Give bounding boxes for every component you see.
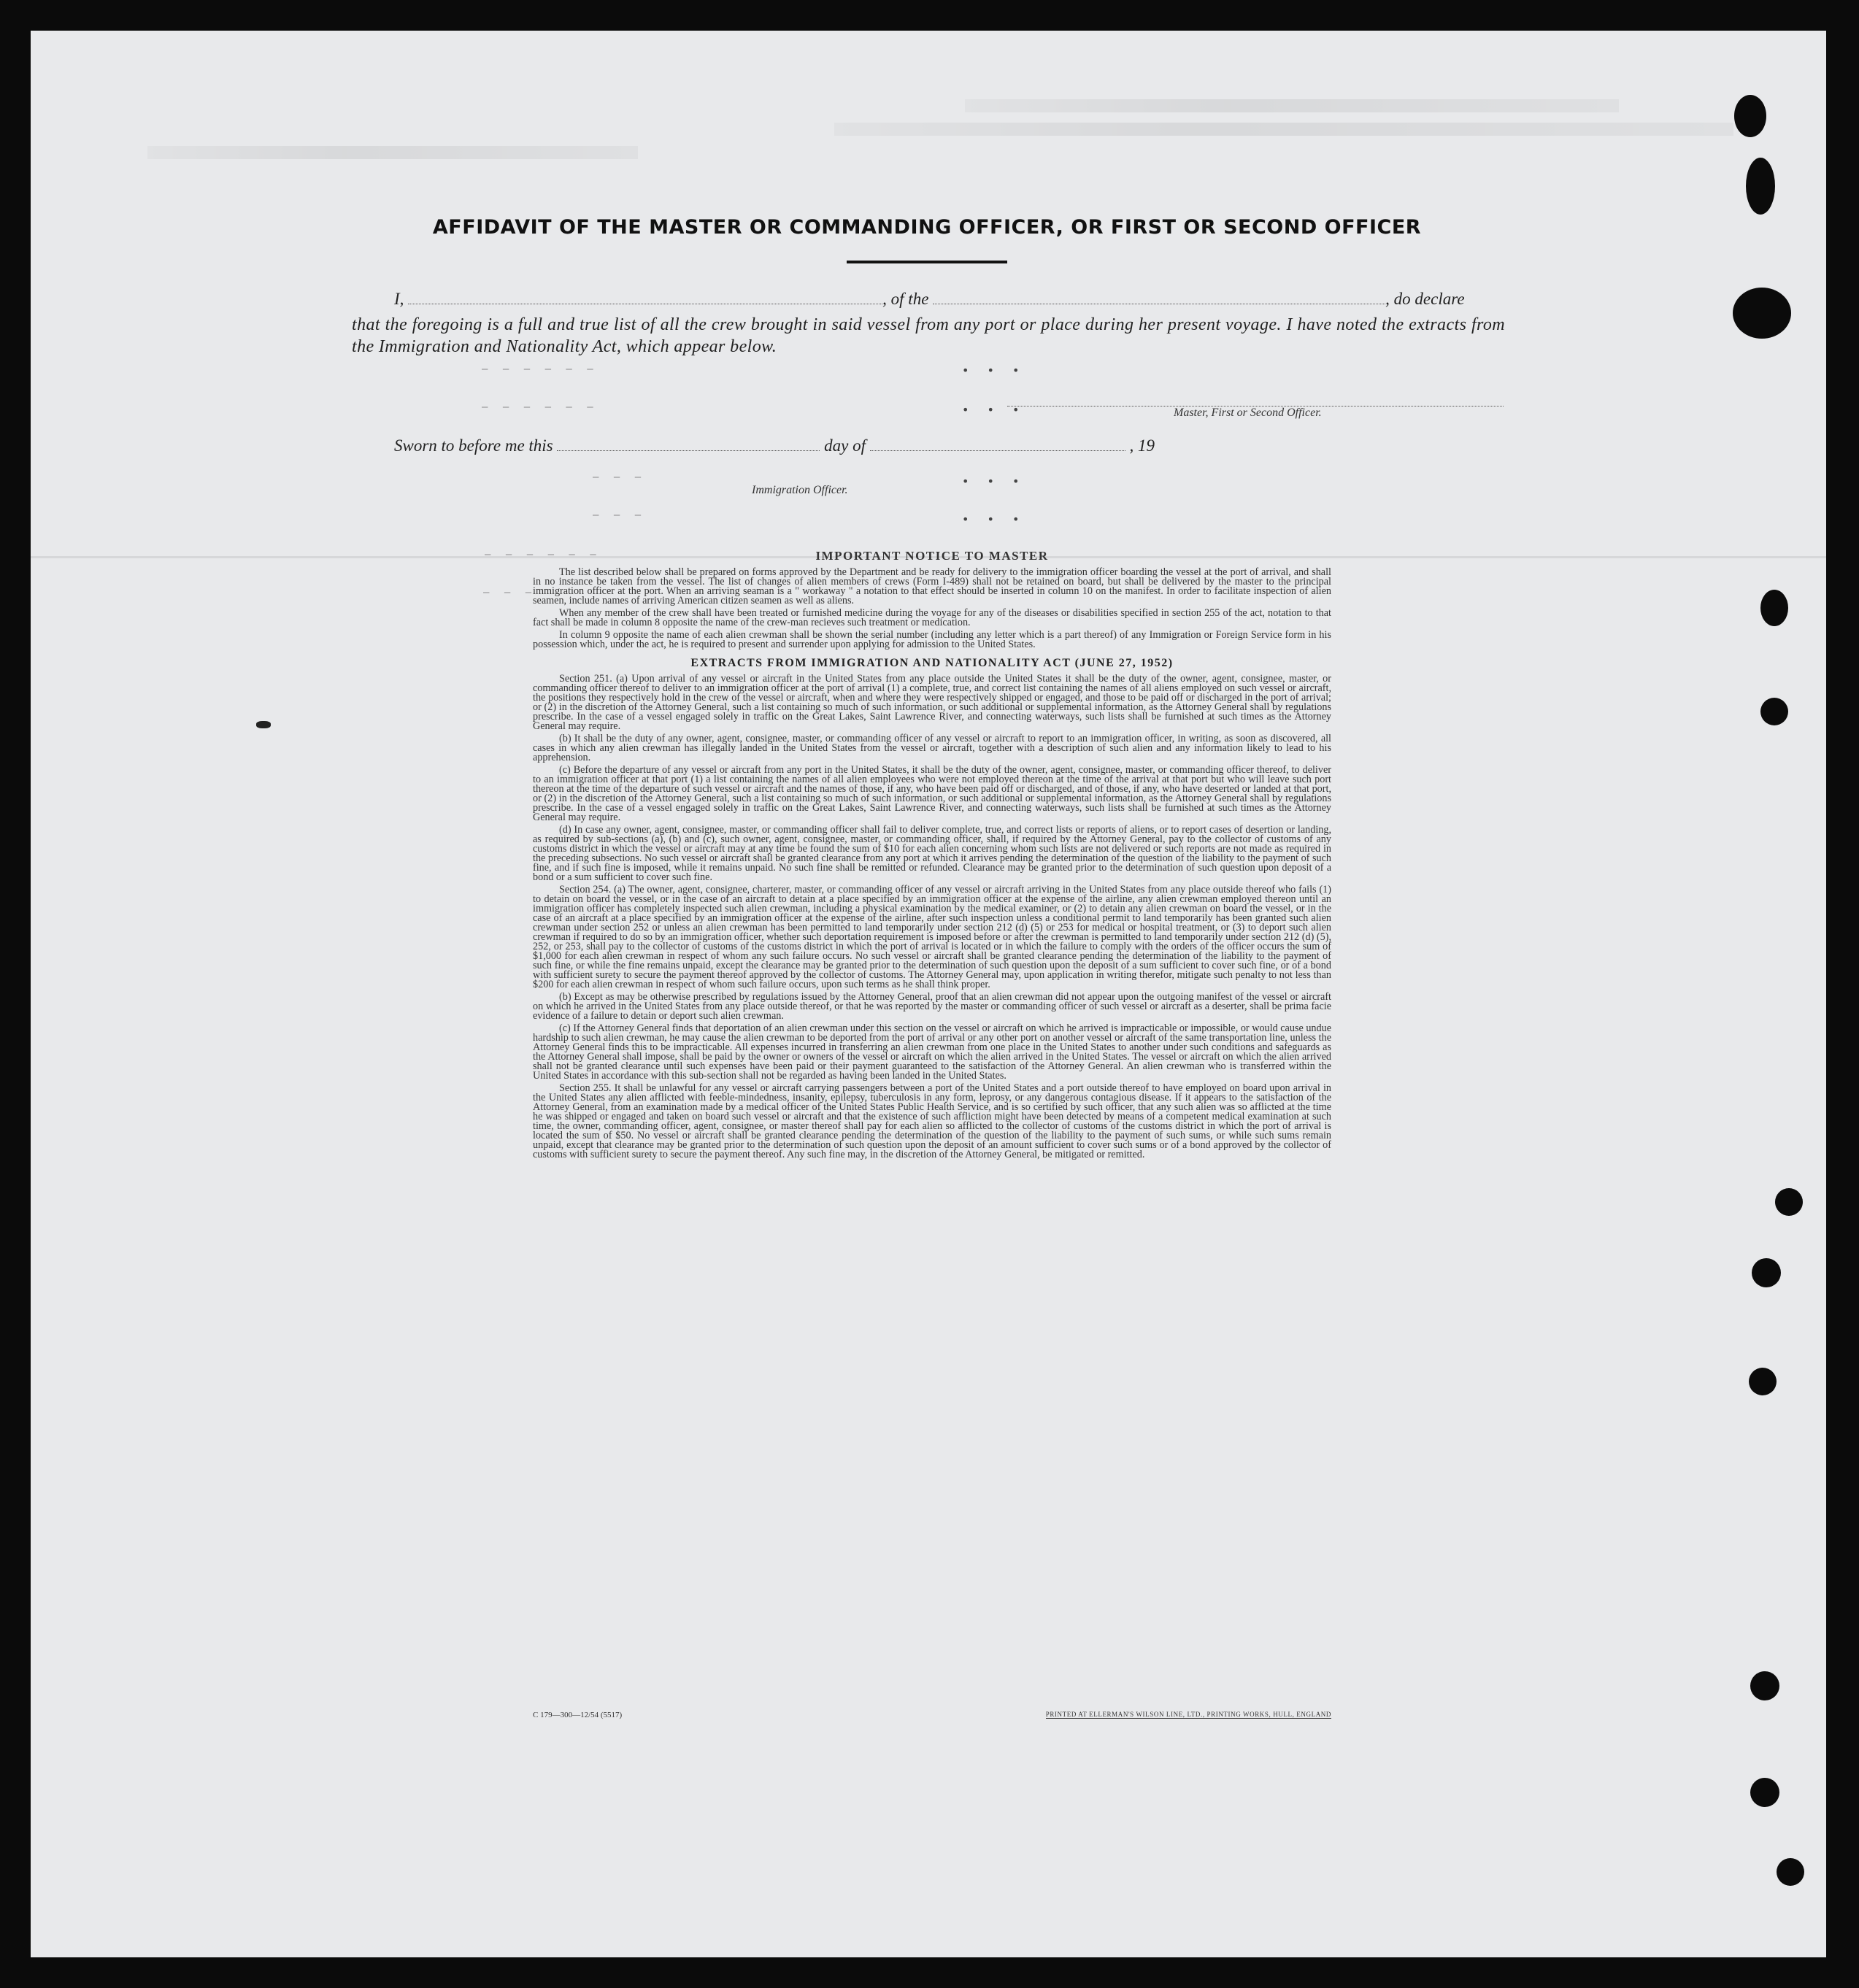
extract-paragraph: Section 254. (a) The owner, agent, consignee, charterer, master, or commanding officer of any vessel or aircraft arriving in the United States from any place outside thereof who fails (1) to detain on board the vessel, or in the case of an aircraft to detain at a place specified by an immigration officer at the expense of the airline, any alien crewman employed thereon until an immigration officer has completely inspected such alien crewman, including a physical examination by the medical examiner, or (2) to detain any alien crewman on board the vessel, or in the case of an aircraft at a place specified by an immigration officer at the expense of the airline, after such inspection unless a conditional permit to land temporarily has been granted such alien crewman under section 252 or unless an alien crewman has been permitted to land temporarily under section 212 (d) (5) or 253 for medical or hospital treatment, or (3) to deport such alien crewman if required to do so by an immigration officer, whether such deportation requirement is imposed before or after the crewman is permitted to land temporarily under section 212 (d) (5), 252, or 253, shall pay to the collector of customs of the customs district in which the port of arrival is located or in which the failure to comply with the orders of the officer occurs the sum of $1,000 for each alien crewman in respect of whom any such failure occurs. No such vessel or aircraft shall be granted clearance pending the determination of the liability to the payment of such fine, or while the fine remains unpaid, except the clearance may be granted prior to the determination of such question upon the deposit of a sum sufficient to cover such fine, or of a bond with sufficient surety to secure the payment thereof approved by the collector of customs. The Attorney General may, upon application in writing therefor, mitigate such penalty to not less than $200 for each alien crewman in respect of whom such failure occurs, upon such terms as he shall think proper.	[533, 884, 1331, 990]
day-of-label: day of	[824, 436, 866, 455]
bleed-through-text	[147, 89, 1782, 220]
extract-paragraph: Section 255. It shall be unlawful for any vessel or aircraft carrying passengers between a port of the United States and a port outside thereof to have employed on board upon arrival in the United States any alien afflicted with feeble-mindedness, insanity, epilepsy, tuberculosis in any form, leprosy, or any dangerous contagious disease. If it appears to the satisfaction of the Attorney General, from an examination made by a medical officer of the United States Public Health Service, and is so certified by such officer, that any such alien was so afflicted at the time he was shipped or engaged and taken on board such vessel or aircraft and that the existence of such affliction might have been detected by means of a competent medical examination at such time, the owner, commanding officer, agent, consignee, or master thereof shall pay for each alien so afflicted to the collector of customs of the customs district in which the port of arrival is located the sum of $50. No vessel or aircraft shall be granted clearance pending the determination of the question of the liability to the payment of such sums, or while such sums remain unpaid, except that clearance may be granted prior to the determination of such question upon the deposit of an amount sufficient to cover such sums or of a bond approved by the collector of customs with sufficient surety to secure the payment thereof. Any such fine may, in the discretion of the Attorney General, be mitigated or remitted.	[533, 1082, 1331, 1160]
dash-mark: – – – – – –	[482, 401, 598, 413]
i-label: I,	[394, 290, 404, 308]
dot-mark: • • •	[962, 363, 1027, 377]
extracts-heading: EXTRACTS FROM IMMIGRATION AND NATIONALITY ACT (JUNE 27, 1952)	[690, 657, 1174, 669]
ink-blot	[256, 721, 271, 728]
sworn-line	[394, 436, 1155, 455]
extract-paragraph: (b) Except as may be otherwise prescribed by regulations issued by the Attorney General, proof that an alien crewman did not appear upon the outgoing manifest of the vessel or aircraft on which he arrived in the United States from any place outside thereof, or that he was reported by the master or commanding officer of such vessel or aircraft as a deserter, shall be prima facie evidence of a failure to detain or deport such alien crewman.	[533, 991, 1331, 1022]
page-footer	[533, 1711, 1331, 1721]
notice-and-extracts	[533, 549, 1331, 1163]
punch-hole	[1760, 590, 1788, 626]
sworn-month-field[interactable]	[870, 436, 1125, 451]
extract-paragraph: (b) It shall be the duty of any owner, agent, consignee, master, or commanding officer of any vessel or aircraft to report to an immigration officer, in writing, as soon as discovered, all cases in which any alien crewman has illegally landed in the United States from the vessel or aircraft, together with a description of such alien and any information likely to lead to his apprehension.	[533, 733, 1331, 763]
do-declare-label: , do declare	[1385, 290, 1465, 308]
dash-mark: – – –	[483, 587, 536, 598]
printer-imprint: PRINTED AT ELLERMAN'S WILSON LINE, LTD., PRINTING WORKS, HULL, ENGLAND	[1045, 1711, 1331, 1718]
sworn-label: Sworn to before me this	[394, 436, 553, 455]
punch-hole	[1752, 1258, 1781, 1287]
dash-mark: – – –	[593, 509, 646, 521]
punch-hole	[1750, 1671, 1779, 1700]
notice-paragraph: The list described below shall be prepared on forms approved by the Department and be ready for delivery to the immigration officer boarding the vessel at the port of arrival, and shall in no instance be taken from the vessel. The list of changes of alien members of crews (Form I-489) shall not be retained on board, but shall be delivered by the master to the principal immigration officer at the port. When an arriving seaman is a " workaway " a notation to that effect should be inserted in column 10 on the manifest. In order to facilitate inspection of alien seamen, include names of arriving American citizen seamen as well as aliens.	[533, 566, 1331, 606]
officer-caption: Immigration Officer.	[752, 484, 848, 496]
dot-mark: • • •	[962, 474, 1027, 488]
year-prefix: , 19	[1129, 436, 1155, 455]
master-caption: Master, First or Second Officer.	[1174, 407, 1322, 419]
notice-paragraph: When any member of the crew shall have been treated or furnished medicine during the voyage for any of the diseases or disabilities specified in section 255 of the act, notation to that fact shall be made in column 8 opposite the name of the crew-man recieves such treatment or medication.	[533, 607, 1331, 628]
declaration-statement: that the foregoing is a full and true list of all the crew brought in said vessel from any port or place during her present voyage. I have noted the extracts from the Immigration and Nationality Act, which appear below.	[352, 315, 1505, 356]
dash-mark: – – – – – –	[485, 549, 601, 560]
of-the-label: , of the	[882, 290, 929, 308]
punch-hole	[1746, 158, 1775, 215]
declaration-line	[394, 289, 1465, 309]
punch-hole	[1777, 1858, 1804, 1886]
notice-heading: IMPORTANT NOTICE TO MASTER	[815, 549, 1049, 563]
punch-hole	[1733, 288, 1791, 339]
punch-hole	[1775, 1188, 1803, 1216]
notice-paragraph: In column 9 opposite the name of each alien crewman shall be shown the serial number (including any letter which is a part thereof) of any Immigration or Foreign Service form in his possession which, under the act, he is required to present and surrender upon applying for admission to the United States.	[533, 629, 1331, 650]
extract-paragraph: Section 251. (a) Upon arrival of any vessel or aircraft in the United States from any place outside the United States it shall be the duty of the owner, agent, consignee, master, or commanding officer thereof to deliver to an immigration officer at the port of arrival (1) a complete, true, and correct list containing the names of all aliens employed on such vessel or aircraft, the positions they respectively hold in the crew of the vessel or aircraft, when and where they were respectively shipped or engaged, and those to be paid off or discharged in the port of arrival; or (2) in the discretion of the Attorney General, such a list containing so much of such information, or such additional or supplemental information, as the Attorney General shall by regulations prescribe. In the case of a vessel engaged solely in traffic on the Great Lakes, Saint Lawrence River, and connecting waterways, such lists shall be furnished at such times as the Attorney General may require.	[533, 673, 1331, 732]
vessel-field[interactable]	[933, 289, 1385, 304]
name-field[interactable]	[408, 289, 882, 304]
form-code: C 179—300—12/54 (5517)	[533, 1711, 623, 1719]
dash-mark: – – – – – –	[482, 363, 598, 375]
affidavit-title: AFFIDAVIT OF THE MASTER OR COMMANDING OFFICER, OR FIRST OR SECOND OFFICER	[432, 216, 1422, 239]
punch-hole	[1760, 698, 1788, 725]
sworn-day-field[interactable]	[557, 436, 820, 451]
punch-hole	[1734, 95, 1766, 137]
extract-paragraph: (c) If the Attorney General finds that deportation of an alien crewman under this section on the vessel or aircraft on which he arrived is impracticable or impossible, or would cause undue hardship to such alien crewman, he may cause the alien crewman to be deported from the port of arrival or any other port on another vessel or aircraft of the same transportation line, unless the Attorney General finds this to be impracticable. All expenses incurred in transferring an alien crewman from one place in the United States to another under such conditions and safeguards as the Attorney General shall impose, shall be paid by the owner or owners of the vessel or aircraft on which the alien arrived in the United States. The vessel or aircraft on which the alien arrived shall not be granted clearance until such expenses have been paid or their payment guaranteed to the satisfaction of the Attorney General. An alien crewman who is transferred within the United States in accordance with this sub-section shall not be regarded as having been landed in the United States.	[533, 1022, 1331, 1082]
master-signature-field[interactable]	[1007, 391, 1504, 407]
extract-paragraph: (d) In case any owner, agent, consignee, master, or commanding officer shall fail to deliver complete, true, and correct lists or reports of aliens, or to report cases of desertion or landing, as required by sub-sections (a), (b) and (c), such owner, agent, consignee, master, or commanding officer, shall, if required by the Attorney General, pay to the collector of customs of any customs district in which the vessel or aircraft may at any time be found the sum of $10 for each alien concerning whom such lists are not delivered or such reports are not made as required in the preceding subsections. No such vessel or aircraft shall be granted clearance from any port at which it arrives pending the determination of the question of the liability to the payment of such fine, and if such fine is imposed, while it remains unpaid. No such fine shall be remitted or refunded. Clearance may be granted prior to the determination of such question upon deposit of a bond or a sum sufficient to cover such fine.	[533, 824, 1331, 883]
title-underline	[847, 261, 1007, 263]
punch-hole	[1749, 1368, 1777, 1395]
punch-hole	[1750, 1778, 1779, 1807]
extract-paragraph: (c) Before the departure of any vessel or aircraft from any port in the United States, it shall be the duty of the owner, agent, consignee, master, or commanding officer thereof, to deliver to an immigration officer at that port (1) a list containing the names of all alien employees who were not employed thereon at the time of the arrival at that port but who will leave such port thereon at the time of the departure of such vessel or aircraft and the names of those, if any, who have been paid off or discharged, and of those, if any, who have deserted or landed at that port, or (2) in the discretion of the Attorney General, such a list containing so much of such information, or such additional or supplemental information, as the Attorney General shall by regulations prescribe. In the case of a vessel engaged solely in traffic on the Great Lakes, Saint Lawrence River, and connecting waterways, such lists shall be furnished at such times as the Attorney General may require.	[533, 764, 1331, 823]
dot-mark: • • •	[962, 403, 1027, 417]
dot-mark: • • •	[962, 512, 1027, 526]
dash-mark: – – –	[593, 471, 646, 483]
